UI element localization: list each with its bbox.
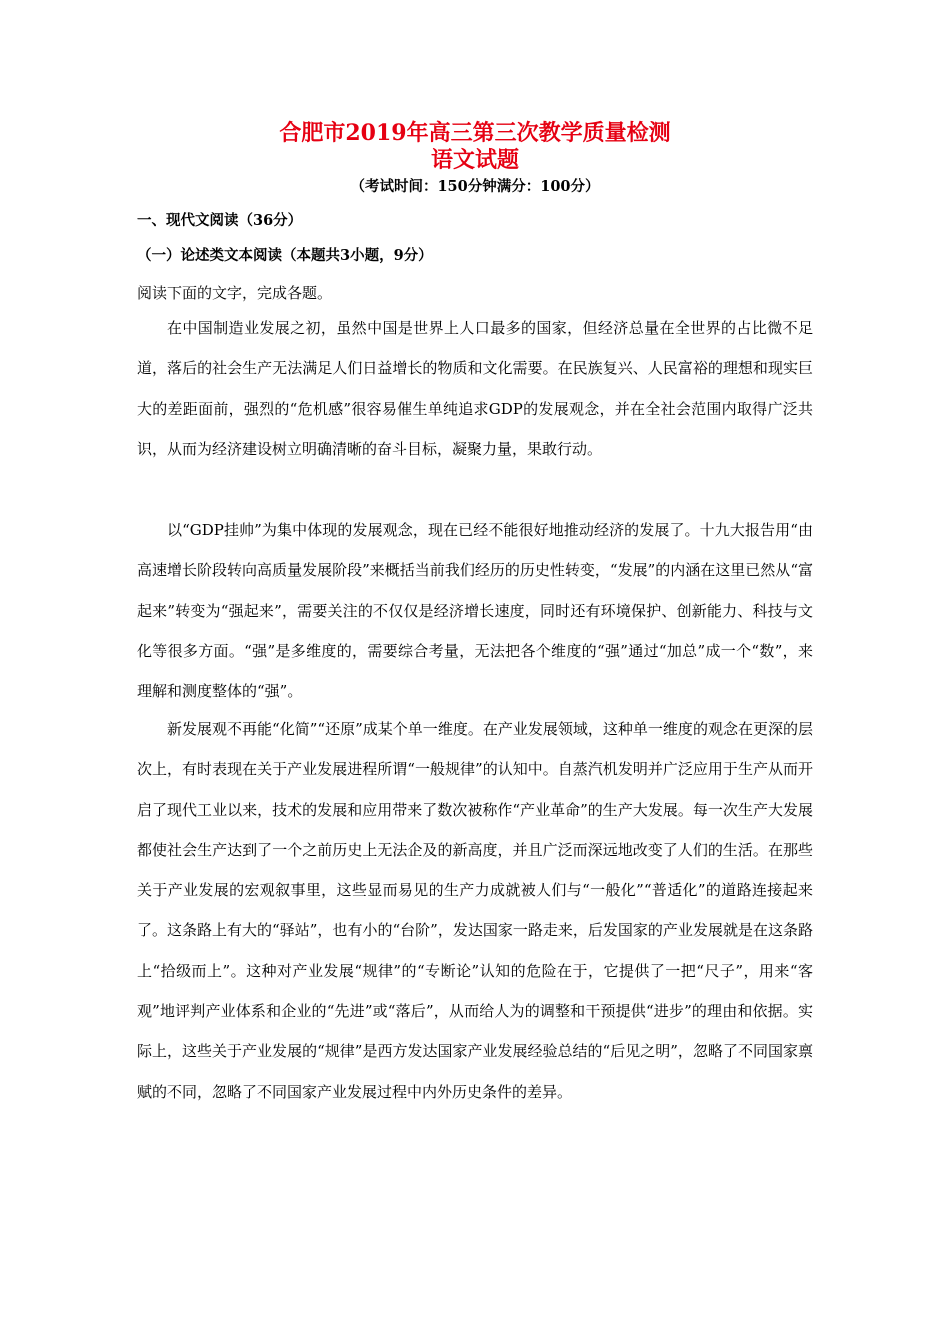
subsection-heading: （一）论述类文本阅读（本题共3小题，9分） xyxy=(137,247,433,264)
section-heading: 一、现代文阅读（36分） xyxy=(137,212,303,229)
reading-instruction: 阅读下面的文字，完成各题。 xyxy=(137,284,333,302)
document-subtitle: 语文试题 xyxy=(430,147,519,173)
paragraph-2: 以“GDP挂帅”为集中体现的发展观念，现在已经不能很好地推动经济的发展了。十九大报告用“由高速增长阶段转向高质量发展阶段”来概括当前我们经历的历史性转变，“发展”的内涵在这里已然从“富起来”转变为“强起来”，需要关注的不仅仅是经济增长速度，同时还有环境保护、创新能力、科技与文化等很多方面。“强”是多维度的，需要综合考量，无法把各个维度的“强”通过“加总”成一个“数”，来理解和测度整体的“强”。 xyxy=(137,521,813,701)
document-title: 合肥市2019年高三第三次教学质量检测 xyxy=(279,120,671,146)
exam-info: （考试时间：150分钟满分：100分） xyxy=(350,178,600,195)
paragraph-1: 在中国制造业发展之初，虽然中国是世界上人口最多的国家，但经济总量在全世界的占比微不足道，落后的社会生产无法满足人们日益增长的物质和文化需要。在民族复兴、人民富裕的理想和现实巨大的差距面前，强烈的“危机感”很容易催生单纯追求GDP的发展观念，并在全社会范围内取得广泛共识，从而为经济建设树立明确清晰的奋斗目标，凝聚力量，果敢行动。 xyxy=(137,319,813,458)
paragraph-3: 新发展观不再能“化简”“还原”成某个单一维度。在产业发展领域，这种单一维度的观念在更深的层次上，有时表现在关于产业发展进程所谓“一般规律”的认知中。自蒸汽机发明并广泛应用于生产从而开启了现代工业以来，技术的发展和应用带来了数次被称作“产业革命”的生产大发展。每一次生产大发展都使社会生产达到了一个之前历史上无法企及的新高度，并且广泛而深远地改变了人们的生活。在那些关于产业发展的宏观叙事里，这些显而易见的生产力成就被人们与“一般化”“普适化”的道路连接起来了。这条路上有大的“驿站”，也有小的“台阶”，发达国家一路走来，后发国家的产业发展就是在这条路上“拾级而上”。这种对产业发展“规律”的“专断论”认知的危险在于，它提供了一把“尺子”，用来“客观”地评判产业体系和企业的“先进”或“落后”，从而给人为的调整和干预提供“进步”的理由和依据。实际上，这些关于产业发展的“规律”是西方发达国家产业发展经验总结的“后见之明”，忽略了不同国家禀赋的不同，忽略了不同国家产业发展过程中内外历史条件的差异。 xyxy=(137,720,813,1101)
